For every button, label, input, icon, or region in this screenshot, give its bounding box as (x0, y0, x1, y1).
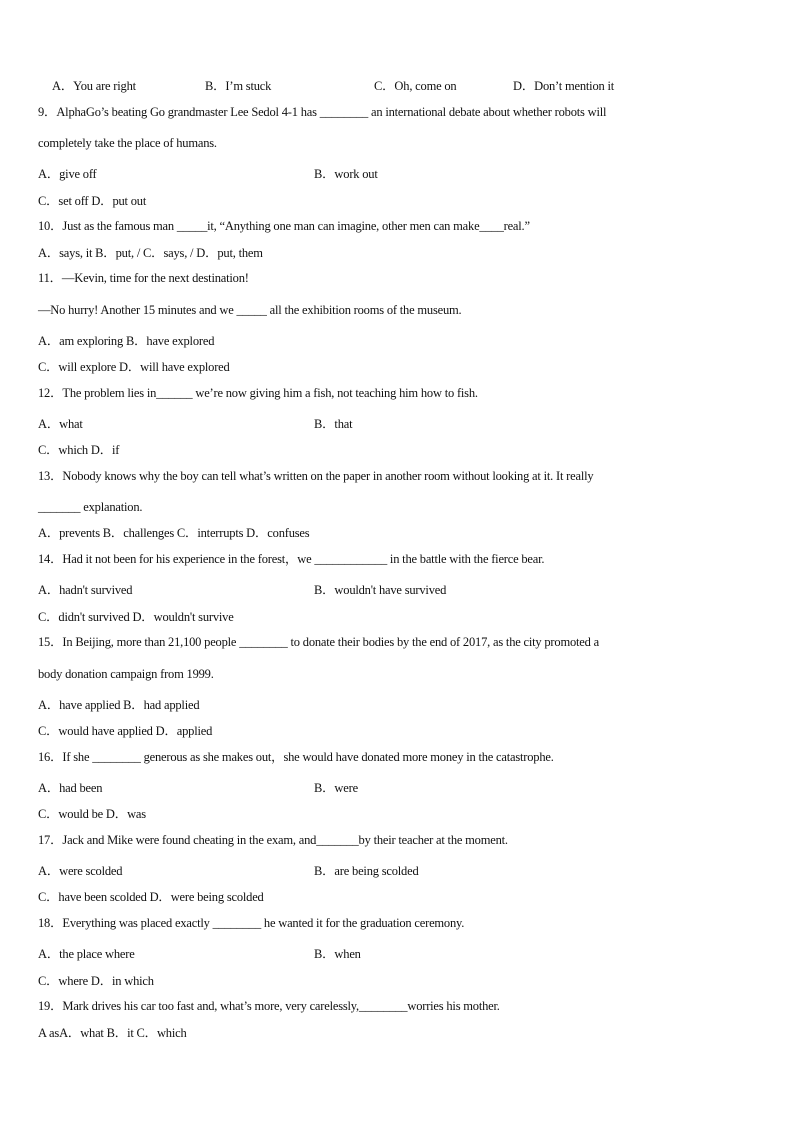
q9-options-cd: C．set off D．put out (38, 194, 147, 208)
q11-stem: 11．—Kevin, time for the next destination! (38, 271, 249, 285)
q18-option-b: B．when (314, 947, 361, 961)
q14-stem: 14．Had it not been for his experience in the forest，we ____________ in the battle with the fierce bear. (38, 552, 545, 566)
q15-options-cd: C．would have applied D．applied (38, 724, 213, 738)
q18-options-cd: C．where D．in which (38, 974, 154, 988)
q14-options-cd: C．didn't survived D．wouldn't survive (38, 610, 234, 624)
q15-stem-line2: body donation campaign from 1999. (38, 667, 214, 681)
q16-stem: 16．If she ________ generous as she makes out，she would have donated more money in the catastrophe. (38, 750, 554, 764)
q10-options: A．says, it B．put, / C．says, / D．put, them (38, 246, 263, 260)
q12-option-b: B．that (314, 417, 353, 431)
q16-option-b: B．were (314, 781, 358, 795)
q11-options-ab: A．am exploring B．have explored (38, 334, 215, 348)
q9-option-b: B．work out (314, 167, 378, 181)
q15-stem-line1: 15．In Beijing, more than 21,100 people ________ to donate their bodies by the end of 2017, as the city promoted a (38, 635, 599, 649)
q9-stem-line2: completely take the place of humans. (38, 136, 217, 150)
q12-option-a: A．what (38, 417, 83, 431)
q18-option-a: A．the place where (38, 947, 135, 961)
q15-options-ab: A．have applied B．had applied (38, 698, 200, 712)
q13-stem-line1: 13．Nobody knows why the boy can tell what’s written on the paper in another room without looking at it. It really (38, 469, 594, 483)
q9-option-a: A．give off (38, 167, 97, 181)
q17-stem: 17．Jack and Mike were found cheating in the exam, and_______by their teacher at the moment. (38, 833, 508, 847)
q12-options-cd: C．which D．if (38, 443, 120, 457)
q14-option-b: B．wouldn't have survived (314, 583, 447, 597)
q16-options-cd: C．would be D．was (38, 807, 146, 821)
q19-options: A asA．what B．it C．which (38, 1026, 187, 1040)
q11-stem-line2: —No hurry! Another 15 minutes and we _____ all the exhibition rooms of the museum. (38, 303, 462, 317)
q8-option-d: D．Don’t mention it (513, 79, 615, 93)
q11-options-cd: C．will explore D．will have explored (38, 360, 230, 374)
q8-option-c: C．Oh, come on (374, 79, 457, 93)
q17-option-b: B．are being scolded (314, 864, 419, 878)
q18-stem: 18．Everything was placed exactly ________ he wanted it for the graduation ceremony. (38, 916, 465, 930)
q13-stem-line2: _______ explanation. (38, 500, 143, 514)
q17-options-cd: C．have been scolded D．were being scolded (38, 890, 264, 904)
q13-options: A．prevents B．challenges C．interrupts D．confuses (38, 526, 310, 540)
q19-stem: 19．Mark drives his car too fast and, what’s more, very carelessly,________worries his mother. (38, 999, 500, 1013)
q10-stem: 10．Just as the famous man _____it, “Anything one man can imagine, other men can make____real.” (38, 219, 530, 233)
q9-stem-line1: 9．AlphaGo’s beating Go grandmaster Lee Sedol 4-1 has ________ an international debate about whether robots will (38, 105, 607, 119)
q14-option-a: A．hadn't survived (38, 583, 133, 597)
q12-stem: 12．The problem lies in______ we’re now giving him a fish, not teaching him how to fish. (38, 386, 478, 400)
q8-option-b: B．I’m stuck (205, 79, 272, 93)
q16-option-a: A．had been (38, 781, 103, 795)
q8-option-a: A．You are right (52, 79, 136, 93)
q17-option-a: A．were scolded (38, 864, 123, 878)
